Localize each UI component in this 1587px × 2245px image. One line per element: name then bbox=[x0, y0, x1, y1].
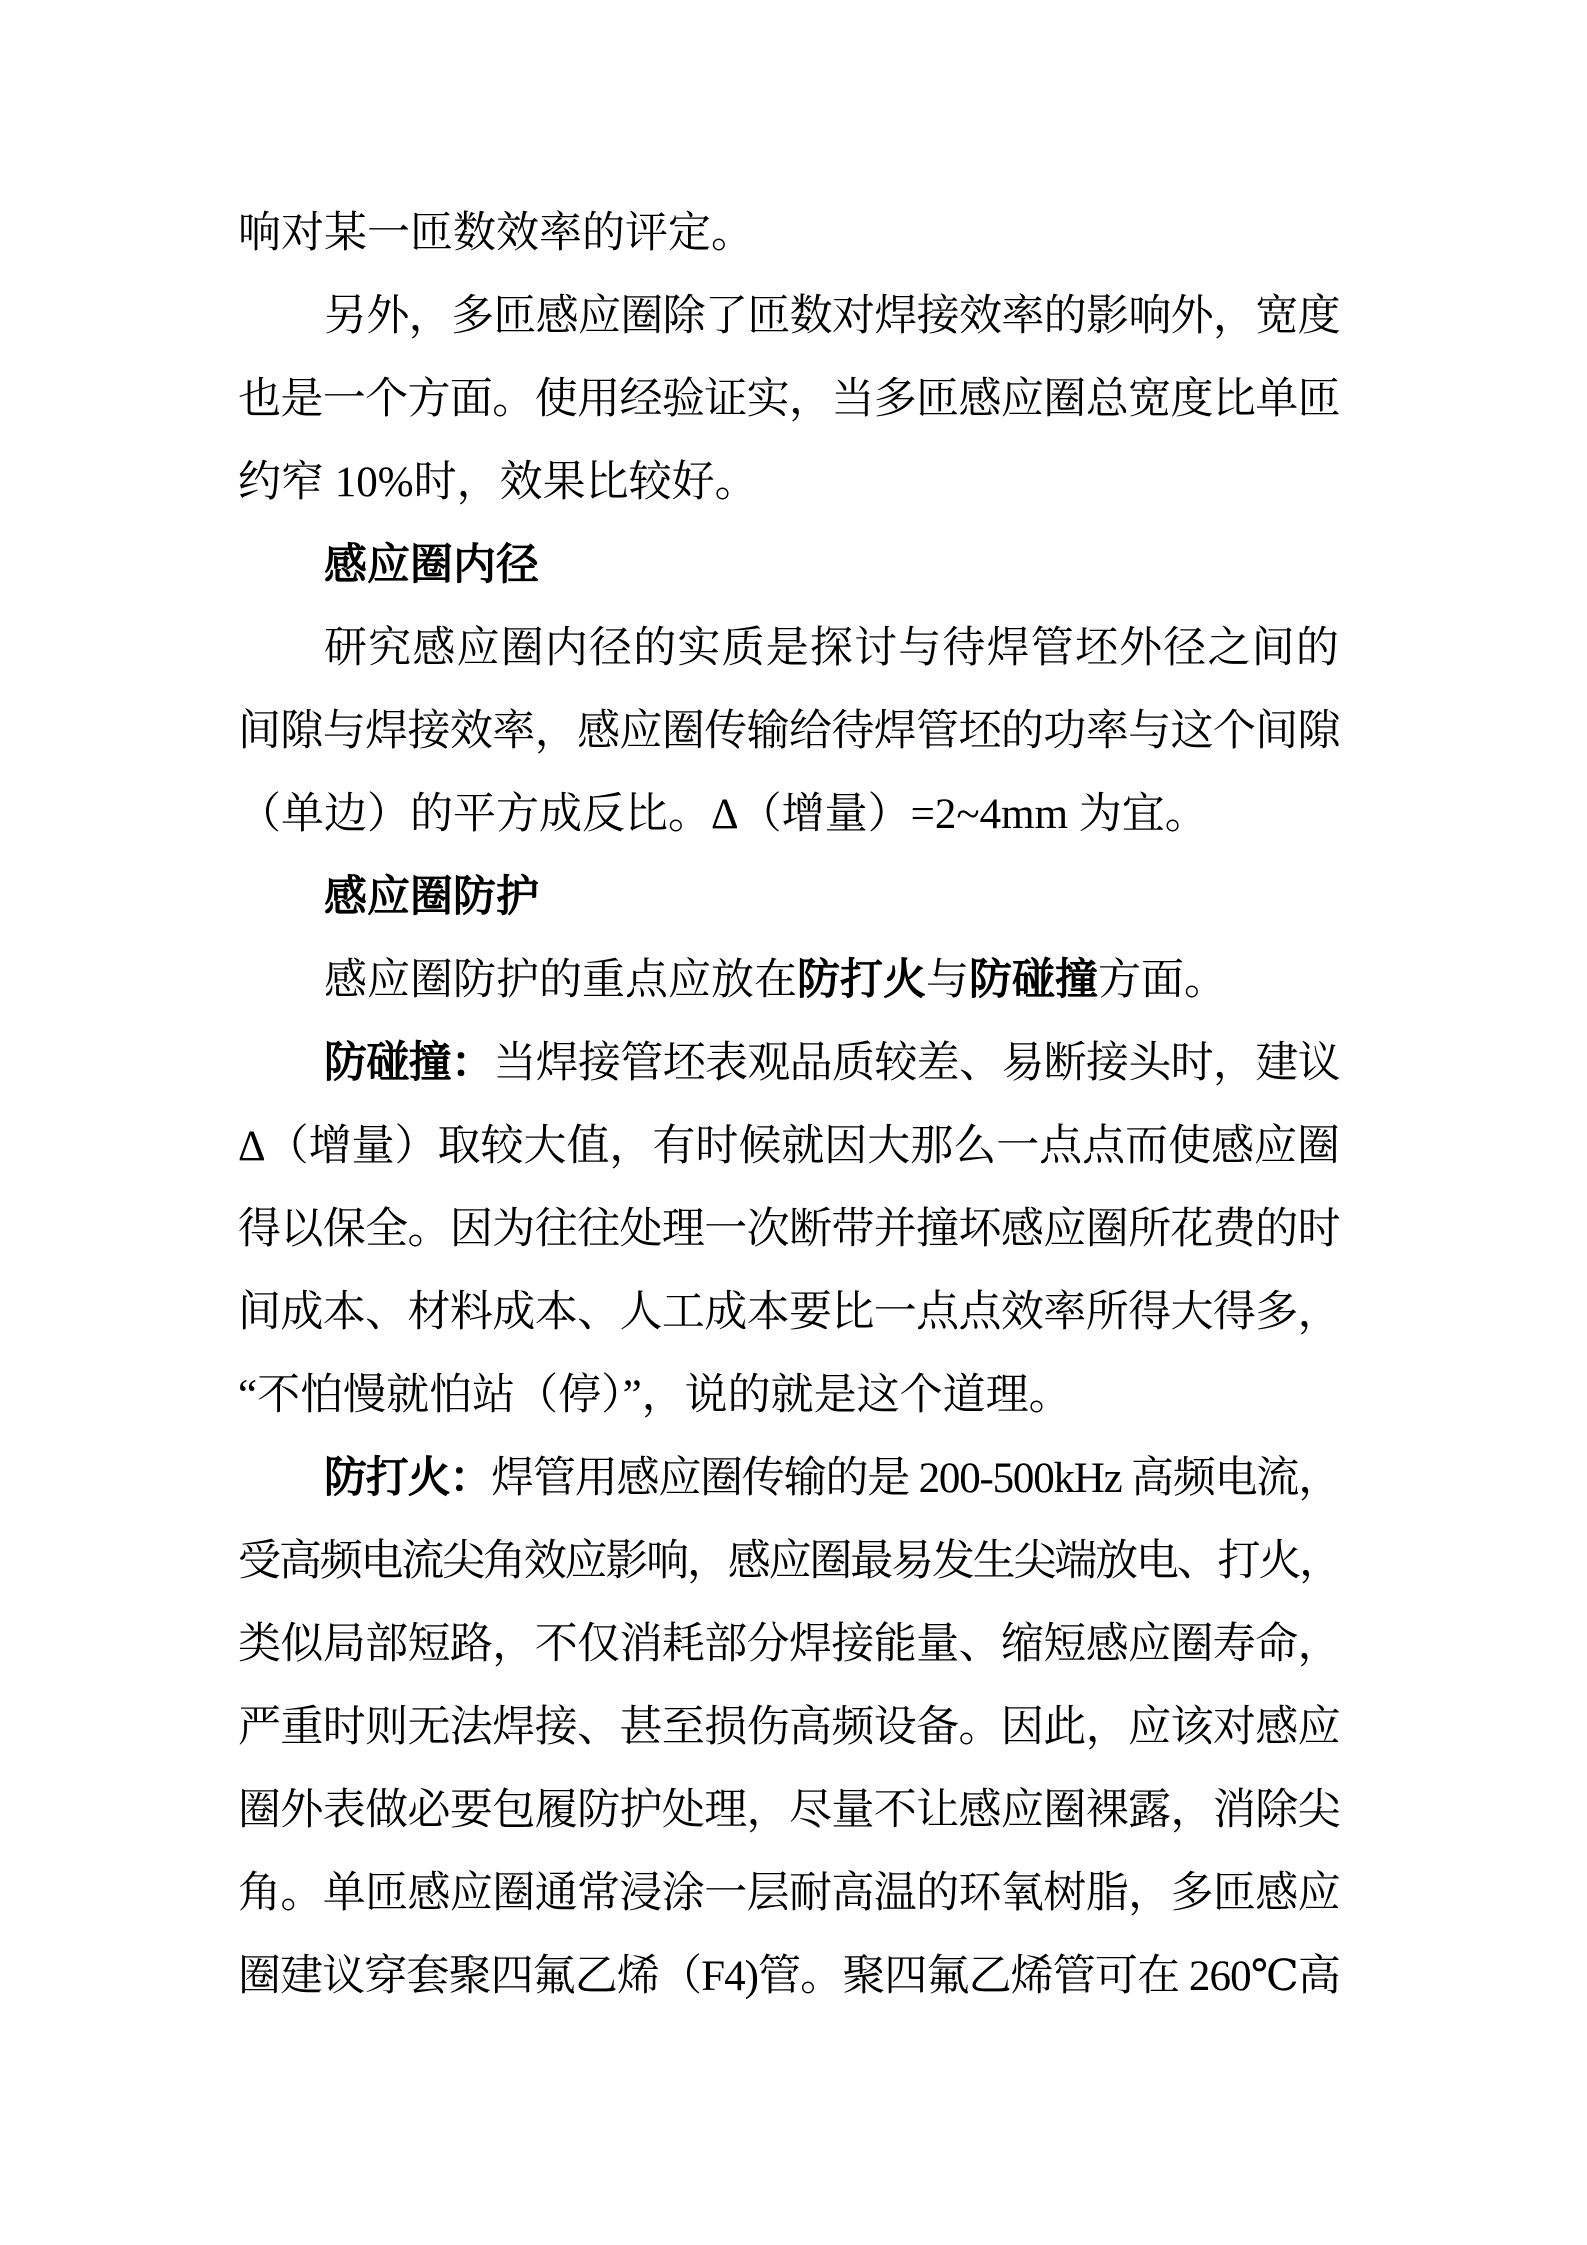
text-line bbox=[238, 441, 1340, 524]
text-line bbox=[238, 275, 1340, 358]
line-content bbox=[324, 625, 1340, 672]
line-content bbox=[238, 1953, 1340, 2000]
heading-coil-protection bbox=[238, 856, 1340, 939]
text-run: 间成本、材料成本、人工成本要比一点点效率所得大得多， bbox=[238, 1289, 1340, 1336]
line-content bbox=[324, 542, 539, 589]
text-line bbox=[238, 1852, 1340, 1935]
text-line bbox=[238, 192, 1340, 275]
bold-text-run: 感应圈防护 bbox=[324, 874, 539, 921]
text-line bbox=[238, 1437, 1340, 1520]
bold-text-run: 感应圈内径 bbox=[324, 542, 539, 589]
line-content bbox=[324, 957, 1227, 1004]
text-line bbox=[238, 1686, 1340, 1769]
text-block bbox=[238, 192, 1340, 2018]
text-line bbox=[238, 1022, 1340, 1105]
text-run: 感应圈防护的重点应放在 bbox=[324, 957, 797, 1004]
line-content bbox=[238, 459, 758, 506]
text-run: 受高频电流尖角效应影响，感应圈最易发生尖端放电、打火， bbox=[238, 1538, 1340, 1585]
line-content bbox=[324, 874, 539, 921]
text-line bbox=[238, 1271, 1340, 1354]
text-run: 也是一个方面。使用经验证实，当多匝感应圈总宽度比单匝 bbox=[238, 376, 1340, 423]
text-line bbox=[238, 607, 1340, 690]
line-content bbox=[238, 1538, 1340, 1585]
text-line bbox=[238, 690, 1340, 773]
line-content bbox=[238, 1704, 1340, 1751]
text-run: 间隙与焊接效率，感应圈传输给待焊管坯的功率与这个间隙 bbox=[238, 708, 1340, 755]
text-line bbox=[238, 1603, 1340, 1686]
text-run: 圈外表做必要包履防护处理，尽量不让感应圈裸露，消除尖 bbox=[238, 1787, 1340, 1834]
bold-text-run: 防碰撞 bbox=[969, 957, 1098, 1004]
text-line bbox=[238, 1354, 1340, 1437]
line-content bbox=[238, 1870, 1340, 1917]
text-line bbox=[238, 1105, 1340, 1188]
text-line bbox=[238, 1769, 1340, 1852]
bold-text-run: 防碰撞： bbox=[324, 1040, 494, 1087]
text-line bbox=[238, 1935, 1340, 2018]
line-content bbox=[238, 791, 1208, 838]
text-run: 得以保全。因为往往处理一次断带并撞坏感应圈所花费的时 bbox=[238, 1206, 1340, 1253]
text-run: 圈建议穿套聚四氟乙烯（F4)管。聚四氟乙烯管可在 260℃高 bbox=[238, 1953, 1340, 2000]
line-content bbox=[238, 1206, 1340, 1253]
text-run: 与 bbox=[926, 957, 969, 1004]
text-run: 严重时则无法焊接、甚至损伤高频设备。因此，应该对感应 bbox=[238, 1704, 1340, 1751]
text-run: 角。单匝感应圈通常浸涂一层耐高温的环氧树脂，多匝感应 bbox=[238, 1870, 1340, 1917]
line-content bbox=[238, 1372, 1072, 1419]
text-line bbox=[238, 939, 1340, 1022]
line-content bbox=[238, 708, 1340, 755]
text-run: 研究感应圈内径的实质是探讨与待焊管坯外径之间的 bbox=[324, 625, 1340, 672]
line-content bbox=[238, 376, 1340, 423]
text-line bbox=[238, 1520, 1340, 1603]
line-content bbox=[238, 210, 754, 257]
text-run: 约窄 10%时，效果比较好。 bbox=[238, 459, 758, 506]
text-run: 方面。 bbox=[1098, 957, 1227, 1004]
text-run: 响对某一匝数效率的评定。 bbox=[238, 210, 754, 257]
line-content bbox=[238, 1123, 1340, 1170]
heading-coil-inner-diameter bbox=[238, 524, 1340, 607]
text-line bbox=[238, 358, 1340, 441]
line-content bbox=[238, 1289, 1340, 1336]
text-run: 类似局部短路，不仅消耗部分焊接能量、缩短感应圈寿命， bbox=[238, 1621, 1340, 1668]
bold-text-run: 防打火 bbox=[797, 957, 926, 1004]
line-content bbox=[324, 1455, 1340, 1502]
text-run: （单边）的平方成反比。Δ（增量）=2~4mm 为宜。 bbox=[238, 791, 1208, 838]
line-content bbox=[324, 1040, 1340, 1087]
line-content bbox=[238, 1787, 1340, 1834]
text-run: 焊管用感应圈传输的是 200-500kHz 高频电流， bbox=[491, 1455, 1340, 1502]
text-run: “不怕慢就怕站（停）”，说的就是这个道理。 bbox=[238, 1372, 1072, 1419]
text-run: Δ（增量）取较大值，有时候就因大那么一点点而使感应圈 bbox=[238, 1123, 1340, 1170]
line-content bbox=[324, 293, 1340, 340]
text-run: 当焊接管坯表观品质较差、易断接头时，建议 bbox=[493, 1040, 1341, 1087]
line-content bbox=[238, 1621, 1340, 1668]
text-run: 另外，多匝感应圈除了匝数对焊接效率的影响外，宽度 bbox=[324, 293, 1340, 340]
text-line bbox=[238, 1188, 1340, 1271]
bold-text-run: 防打火： bbox=[324, 1455, 492, 1502]
text-line bbox=[238, 773, 1340, 856]
